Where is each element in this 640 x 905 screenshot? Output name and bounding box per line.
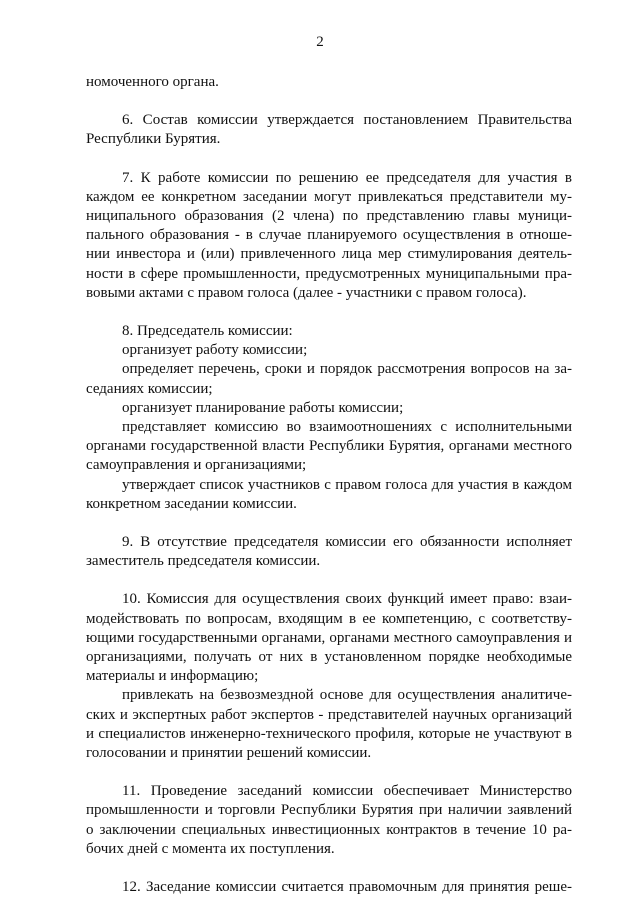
text-line: бочих дней с момента их поступления. [86,841,335,857]
text-line: материалы и информацию; [86,668,259,684]
text-line: ности в сфере промышленности, предусмотренных муниципальными пра- [86,266,572,282]
text-line: ниципального образования (2 члена) по представлению главы муници- [86,208,572,224]
text-line: модействовать по вопросам, входящим в ее компетенцию, с соответству- [86,611,572,627]
text-line: нии инвестора и (или) привлеченного лица мер стимулирования деятель- [86,246,572,262]
text-line: утверждает список участников с правом голоса для участия в каждом [122,477,572,493]
text-line: седаниях комиссии; [86,381,213,397]
text-line: заместитель председателя комиссии. [86,553,321,569]
text-line: промышленности и торговли Республики Бурятия при наличии заявлений [86,802,572,818]
text-line: 10. Комиссия для осуществления своих функций имеет право: взаи- [122,591,572,607]
text-line: организует планирование работы комиссии; [122,400,404,416]
text-line: 6. Состав комиссии утверждается постановлением Правительства [122,112,572,128]
text-line: конкретном заседании комиссии. [86,496,297,512]
text-line: 12. Заседание комиссии считается правомочным для принятия реше- [122,879,572,895]
text-line: 11. Проведение заседаний комиссии обеспечивает Министерство [122,783,572,799]
text-line: 7. К работе комиссии по решению ее председателя для участия в [122,170,572,186]
text-line: самоуправления и организациями; [86,457,307,473]
text-line: каждом ее конкретном заседании могут привлекаться представители му- [86,189,572,205]
text-line: 8. Председатель комиссии: [122,323,293,339]
text-line: представляет комиссию во взаимоотношениях с исполнительными [122,419,572,435]
text-line: о заключении специальных инвестиционных контрактов в течение 10 ра- [86,822,572,838]
text-line: организациями, получать от них в установленном порядке необходимые [86,649,572,665]
text-line: органами государственной власти Республики Бурятия, органами местного [86,438,572,454]
text-line: пального образования - в случае планируемого осуществления в отноше- [86,227,572,243]
text-line: Республики Бурятия. [86,131,221,147]
text-line: организует работу комиссии; [122,342,308,358]
page-number: 2 [316,34,324,50]
text-line: привлекать на безвозмездной основе для осуществления аналитиче- [122,687,572,703]
text-line: ющими государственными органами, органами местного самоуправления и [86,630,572,646]
text-line: 9. В отсутствие председателя комиссии его обязанности исполняет [122,534,572,550]
text-line: определяет перечень, сроки и порядок рассмотрения вопросов на за- [122,361,572,377]
text-line: вовыми актами с правом голоса (далее - участники с правом голоса). [86,285,527,301]
text-line: голосовании и принятии решений комиссии. [86,745,372,761]
text-line: номоченного органа. [86,74,219,90]
text-line: ских и экспертных работ экспертов - представителей научных организаций [86,707,572,723]
text-line: и специалистов инженерно-технического профиля, которые не участвуют в [86,726,572,742]
